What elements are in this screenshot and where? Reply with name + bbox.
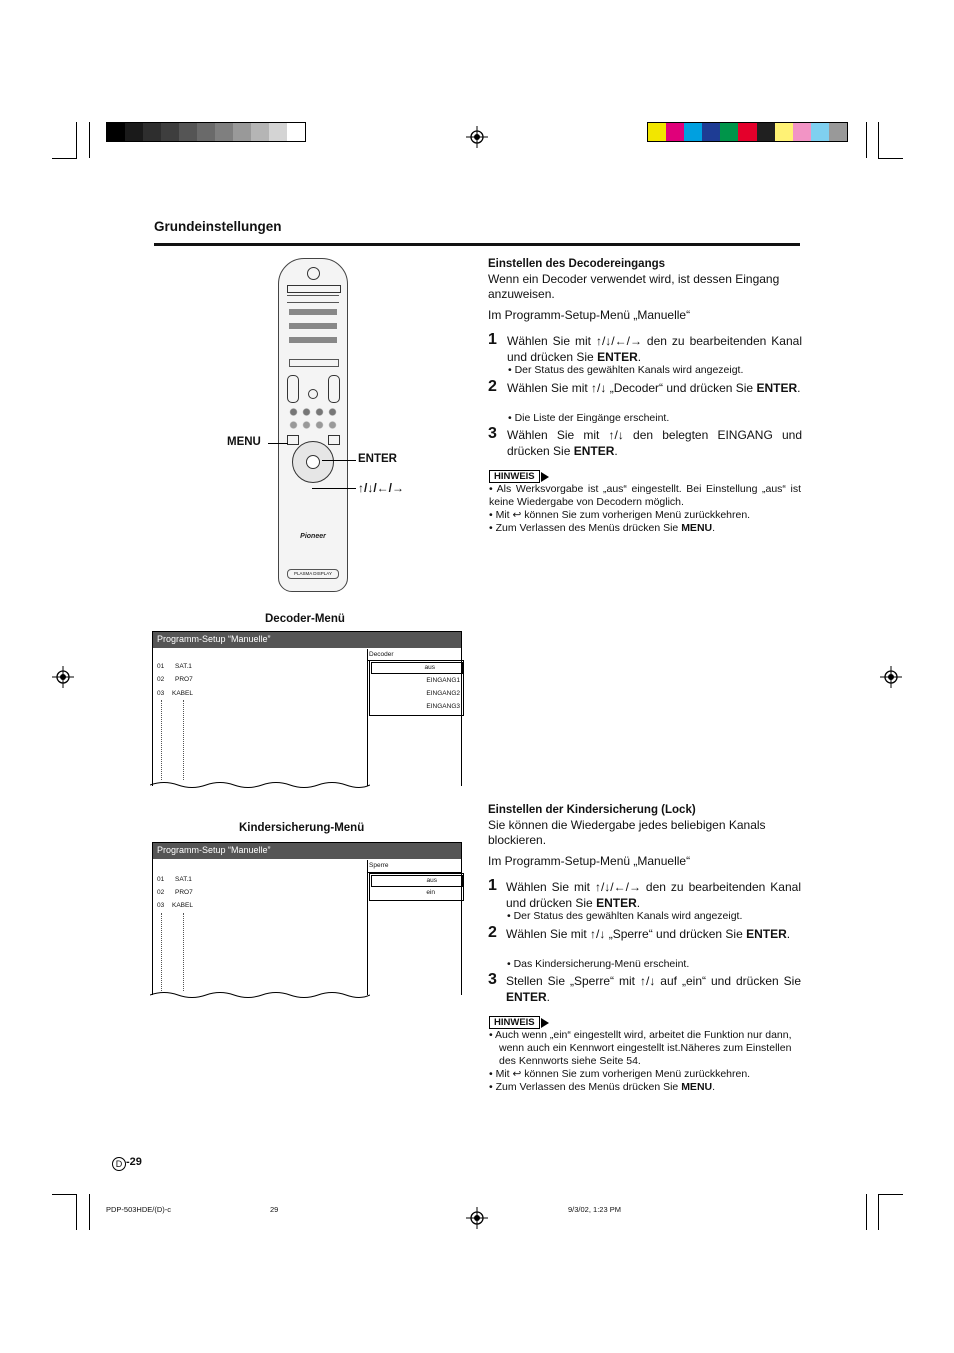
gray-swatch	[251, 123, 269, 141]
step-number: 2	[488, 378, 497, 395]
menu-channel-num: 03	[157, 902, 165, 909]
callout-line	[322, 460, 356, 461]
crop-mark	[52, 158, 77, 159]
lock-menu	[152, 842, 462, 995]
color-buttons	[287, 407, 339, 417]
lock-step-1: Wählen Sie mit ↑/↓/←/→ den zu bearbeitenden Kanal und drücken Sie ENTER.	[506, 880, 801, 910]
decoder-step-2: Wählen Sie mit ↑/↓ „Decoder“ und drücken Sie ENTER.	[507, 381, 801, 395]
color-swatch	[811, 123, 829, 141]
color-swatch	[666, 123, 684, 141]
model-plate: PLASMA DISPLAY	[287, 569, 339, 579]
color-swatch	[829, 123, 847, 141]
lock-title: Einstellen der Kindersicherung (Lock)	[488, 804, 696, 816]
input-buttons	[287, 285, 341, 293]
remote-label-arrows: ↑/↓/←/→	[358, 481, 405, 495]
hinweis-badge: HINWEIS	[489, 1016, 549, 1029]
enter-button	[306, 455, 320, 469]
torn-edge	[150, 780, 370, 790]
color-swatch	[684, 123, 702, 141]
remote-control	[278, 258, 348, 592]
option-eingang2: EINGANG2	[426, 690, 460, 697]
menu-channel-num: 01	[157, 663, 165, 670]
misc-buttons	[287, 421, 339, 429]
color-calibration-bar	[647, 122, 848, 142]
decoder-title: Einstellen des Decodereingangs	[488, 258, 666, 270]
lock-intro: Sie können die Wiedergabe jedes beliebigen Kanals blockieren.	[488, 818, 766, 847]
option-aus: aus	[424, 664, 435, 671]
registration-mark-icon	[466, 1207, 488, 1229]
return-button	[328, 435, 340, 445]
crop-mark	[76, 122, 77, 158]
gray-swatch	[233, 123, 251, 141]
decoder-step-2-note: • Die Liste der Eingänge erscheint.	[508, 412, 670, 424]
decoder-intro: Wenn ein Decoder verwendet wird, ist dessen Eingang anzuweisen.	[488, 272, 780, 301]
crop-mark	[878, 122, 879, 158]
callout-line	[312, 488, 356, 489]
mute-button-icon	[308, 389, 318, 399]
power-button-icon	[307, 267, 320, 280]
menu-header: Programm-Setup “Manuelle”	[153, 632, 461, 648]
gray-calibration-bar	[106, 122, 306, 142]
registration-mark-icon	[52, 666, 74, 688]
hinweis-badge: HINWEIS	[489, 470, 549, 483]
decoder-step-3: Wählen Sie mit ↑/↓ den belegten EINGANG und drücken Sie ENTER.	[507, 428, 802, 458]
menu-channel-name: SAT.1	[175, 663, 192, 670]
gray-swatch	[269, 123, 287, 141]
menu-channel-name: KABEL	[172, 902, 193, 909]
color-swatch	[738, 123, 756, 141]
crop-mark	[89, 1194, 90, 1230]
menu-button	[287, 435, 299, 445]
gray-swatch	[143, 123, 161, 141]
step-number: 1	[488, 331, 497, 348]
gray-swatch	[161, 123, 179, 141]
footer-page: 29	[270, 1205, 279, 1214]
lock-step-2: Wählen Sie mit ↑/↓ „Sperre“ und drücken Sie ENTER.	[506, 927, 791, 941]
menu-header: Programm-Setup “Manuelle”	[153, 843, 461, 859]
crop-mark	[878, 1194, 879, 1230]
lock-step-1-note: • Der Status des gewählten Kanals wird angezeigt.	[507, 910, 743, 922]
step-number: 3	[488, 971, 497, 988]
decoder-context: Im Programm-Setup-Menü „Manuelle“	[488, 308, 691, 322]
gray-swatch	[107, 123, 125, 141]
function-buttons	[287, 295, 339, 303]
crop-mark	[89, 122, 90, 158]
crop-mark	[866, 122, 867, 158]
footer-date: 9/3/02, 1:23 PM	[568, 1205, 621, 1214]
registration-mark-icon	[880, 666, 902, 688]
decoder-menu	[152, 631, 462, 786]
menu-channel-num: 03	[157, 690, 165, 697]
color-swatch	[757, 123, 775, 141]
number-keypad	[289, 305, 337, 351]
decoder-menu-caption: Decoder-Menü	[265, 613, 345, 625]
section-title: Grundeinstellungen	[154, 219, 282, 234]
gray-swatch	[287, 123, 305, 141]
step-number: 2	[488, 924, 497, 941]
option-eingang3: EINGANG3	[426, 703, 460, 710]
menu-channel-name: PRO7	[175, 889, 193, 896]
gray-swatch	[197, 123, 215, 141]
page-number: -29	[126, 1156, 142, 1168]
remote-label-menu: MENU	[227, 436, 261, 448]
footer-file: PDP-503HDE/(D)-c	[106, 1205, 172, 1214]
gray-swatch	[215, 123, 233, 141]
decoder-step-1: Wählen Sie mit ↑/↓/←/→ den zu bearbeitenden Kanal und drücken Sie ENTER.	[507, 334, 802, 364]
option-ein: ein	[426, 889, 435, 896]
option-eingang1: EINGANG1	[426, 677, 460, 684]
menu-channel-name: PRO7	[175, 676, 193, 683]
option-aus: aus	[426, 877, 437, 884]
crop-mark	[76, 1194, 77, 1230]
dpad	[292, 441, 334, 483]
gray-swatch	[179, 123, 197, 141]
lock-context: Im Programm-Setup-Menü „Manuelle“	[488, 854, 691, 868]
remote-label-enter: ENTER	[358, 453, 397, 465]
header-rule	[154, 243, 800, 246]
color-swatch	[720, 123, 738, 141]
menu-channel-num: 02	[157, 676, 165, 683]
decoder-hints: • Als Werksvorgabe ist „aus“ eingestellt. Bei Einstellung „aus“ ist keine Wiedergabe von Decodern möglich. • Mit ↩ können Sie zum vorherigen Menü zurückkehren. • Zum Verlassen des Menüs drücken Sie MENU.	[489, 483, 801, 534]
channel-rocker	[328, 375, 340, 403]
menu-column-title: Decoder	[369, 651, 394, 658]
crop-mark	[866, 1194, 867, 1230]
menu-channel-name: SAT.1	[175, 876, 192, 883]
crop-mark	[878, 158, 903, 159]
step-number: 3	[488, 425, 497, 442]
color-swatch	[648, 123, 666, 141]
lock-step-3: Stellen Sie „Sperre“ mit ↑/↓ auf „ein“ und drücken Sie ENTER.	[506, 974, 801, 1004]
lock-step-2-note: • Das Kindersicherung-Menü erscheint.	[507, 958, 690, 970]
gray-swatch	[125, 123, 143, 141]
torn-edge	[150, 990, 370, 1000]
color-swatch	[702, 123, 720, 141]
registration-mark-icon	[466, 126, 488, 148]
color-swatch	[793, 123, 811, 141]
lock-hints: • Auch wenn „ein“ eingestellt wird, arbeitet die Funktion nur dann, wenn auch ein Kennwort eingestellt ist.Näheres zum Einstellen des Kennworts siehe Seite 54. • Mit ↩ können Sie zum vorherigen Menü zurückkehren. • Zum Verlassen des Menüs drücken Sie MENU.	[489, 1029, 792, 1093]
menu-channel-num: 02	[157, 889, 165, 896]
menu-channel-num: 01	[157, 876, 165, 883]
brand-logo: Pioneer	[300, 533, 326, 540]
menu-channel-name: KABEL	[172, 690, 193, 697]
step-number: 1	[488, 877, 497, 894]
decoder-step-1-note: • Der Status des gewählten Kanals wird angezeigt.	[508, 364, 744, 376]
crop-mark	[878, 1194, 903, 1195]
callout-line	[268, 443, 288, 444]
lock-menu-caption: Kindersicherung-Menü	[239, 822, 365, 834]
language-badge: D	[112, 1157, 126, 1171]
color-swatch	[775, 123, 793, 141]
crop-mark	[52, 1194, 77, 1195]
menu-column-title: Sperre	[369, 862, 389, 869]
sleep-buttons	[289, 359, 339, 367]
volume-rocker	[287, 375, 299, 403]
